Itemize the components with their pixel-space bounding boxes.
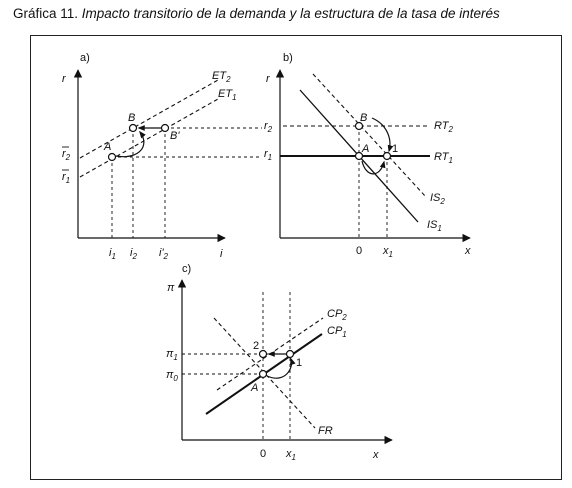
label-et2: $ET_2$ xyxy=(212,70,231,84)
panel-c xyxy=(166,263,392,462)
point-c-1 xyxy=(287,351,294,358)
panel-a-y-label: r xyxy=(62,73,66,85)
label-rt2: $RT_2$ xyxy=(434,120,453,134)
panel-a xyxy=(62,52,262,261)
label-a-a: A xyxy=(104,141,112,153)
label-rt1: $RT_1$ xyxy=(434,151,453,165)
label-c-2: 2 xyxy=(253,340,260,352)
panel-c-x-label: x xyxy=(373,449,379,461)
label-pi0: $\pi_0$ xyxy=(166,369,178,383)
label-fr: FR xyxy=(318,425,333,437)
tick-i2p: $i'_2$ xyxy=(159,247,168,261)
tick-b-x1: $x_1$ xyxy=(383,245,393,259)
label-cp2: $CP_2$ xyxy=(327,308,347,322)
point-c-2 xyxy=(260,351,267,358)
tick-c-0: 0 xyxy=(260,448,267,460)
label-is2: $IS_2$ xyxy=(430,192,445,206)
panel-a-x-label: i xyxy=(220,248,223,260)
label-rbar1: $r_1$ xyxy=(62,171,71,185)
panel-b-y-label: r xyxy=(266,73,270,85)
tick-b-0: 0 xyxy=(356,245,363,257)
tick-i2: $i_2$ xyxy=(130,247,137,261)
panel-c-y-label: π xyxy=(167,282,175,294)
label-r1: $r_1$ xyxy=(264,148,273,162)
label-b-1: 1 xyxy=(392,143,399,155)
tick-i1: $i_1$ xyxy=(109,247,116,261)
panel-a-label: a) xyxy=(80,52,90,64)
point-a-b xyxy=(130,125,137,132)
label-cp1: $CP_1$ xyxy=(327,325,347,339)
panel-b-label: b) xyxy=(283,52,293,64)
panel-c-label: c) xyxy=(182,263,192,275)
point-a-a xyxy=(109,154,116,161)
label-is1: $IS_1$ xyxy=(427,219,442,233)
tick-c-x1: $x_1$ xyxy=(286,448,296,462)
label-c-a: A xyxy=(251,382,259,394)
arrow-b-to-1 xyxy=(372,118,390,151)
label-b-b: B xyxy=(360,112,368,124)
label-c-1: 1 xyxy=(296,357,303,369)
curve-is2 xyxy=(313,74,426,197)
label-r2: $r_2$ xyxy=(264,120,273,134)
label-rbar2: $r_2$ xyxy=(62,148,71,162)
label-a-bp: B' xyxy=(170,130,180,142)
curve-et1 xyxy=(80,99,218,177)
figure-number: Gráfica 11. xyxy=(13,6,82,21)
label-et1: $ET_1$ xyxy=(218,88,237,102)
panel-b-x-label: x xyxy=(465,245,471,257)
curve-et2 xyxy=(80,80,218,158)
figure-caption: Impacto transitorio de la demanda y la estructura de la tasa de interés xyxy=(81,6,500,21)
point-a-bp xyxy=(162,125,169,132)
panel-b xyxy=(264,52,471,259)
label-b-a: A xyxy=(362,143,370,155)
point-b-1 xyxy=(384,153,391,160)
label-a-b: B xyxy=(128,112,136,124)
label-pi1: $\pi_1$ xyxy=(166,348,178,362)
point-c-a xyxy=(260,371,267,378)
